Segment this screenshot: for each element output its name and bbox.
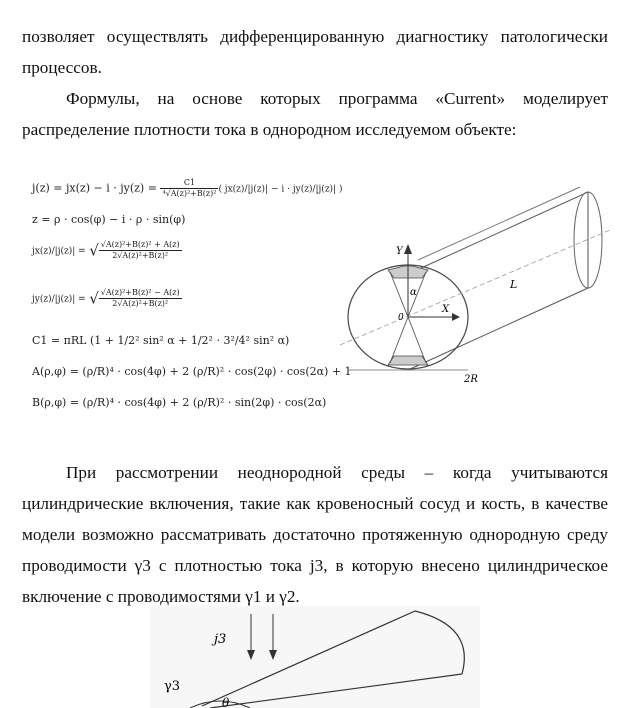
label-alpha: α [410, 287, 417, 298]
formula-jx: jx(z)/|j(z)| = √ $\frac{\text{√A(z)²+B(z)² + A(z)}}{\text{2√A(z)²+B(z)²}}$ [32, 240, 180, 260]
label-2r: 2R [464, 374, 478, 385]
label-y: Y [396, 246, 403, 257]
formula-c1: C1 = πRL (1 + 1/2² sin² α + 1/2² · 3²/4² sin² α) [32, 334, 290, 347]
formula-current-density: j(z) = jx(z) − i · jy(z) = $\frac{C1}{\text{⁴√A(z)²+B(z)²}}$ ( jx(z)/|j(z)| − i · jy(z)/|j(z)| ) [32, 178, 343, 198]
label-gamma3: γ3 [164, 679, 181, 694]
label-theta: θ [222, 696, 230, 708]
paragraph-1: позволяет осуществлять дифференцированную диагностику патологически процессов. [22, 27, 608, 77]
formula-b: B(ρ,φ) = (ρ/R)⁴ · cos(4φ) + 2 (ρ/R)² · sin(2φ) · cos(2α) [32, 396, 327, 409]
paragraph-2: Формулы, на основе которых программа «Current» моделирует распределение плотности тока в однородном исследуемом объекте: [22, 89, 608, 139]
cylinder-figure [330, 160, 615, 385]
inclusion-figure [150, 606, 480, 708]
paragraph-3: При рассмотрении неоднородной среды – когда учитываются цилиндрические включения, такие как кровеносный сосуд и кость, в качестве модели возможно рассматривать достаточно протяженную однородную среду проводимости γ3 с плотностью тока j3, в которую внесено цилиндрическое включение с проводимостями γ1 и γ2. [22, 463, 608, 606]
formula-z: z = ρ · cos(φ) − i · ρ · sin(φ) [32, 213, 186, 226]
label-length: L [510, 278, 518, 291]
label-j3: j3 [214, 632, 227, 647]
formula-jy: jy(z)/|j(z)| = √ $\frac{\text{√A(z)²+B(z)² − A(z)}}{\text{2√A(z)²+B(z)²}}$ [32, 288, 180, 308]
formula-a: A(ρ,φ) = (ρ/R)⁴ · cos(4φ) + 2 (ρ/R)² · cos(2φ) · cos(2α) + 1 [32, 365, 352, 378]
label-origin: 0 [398, 313, 404, 323]
label-x: X [442, 304, 450, 315]
